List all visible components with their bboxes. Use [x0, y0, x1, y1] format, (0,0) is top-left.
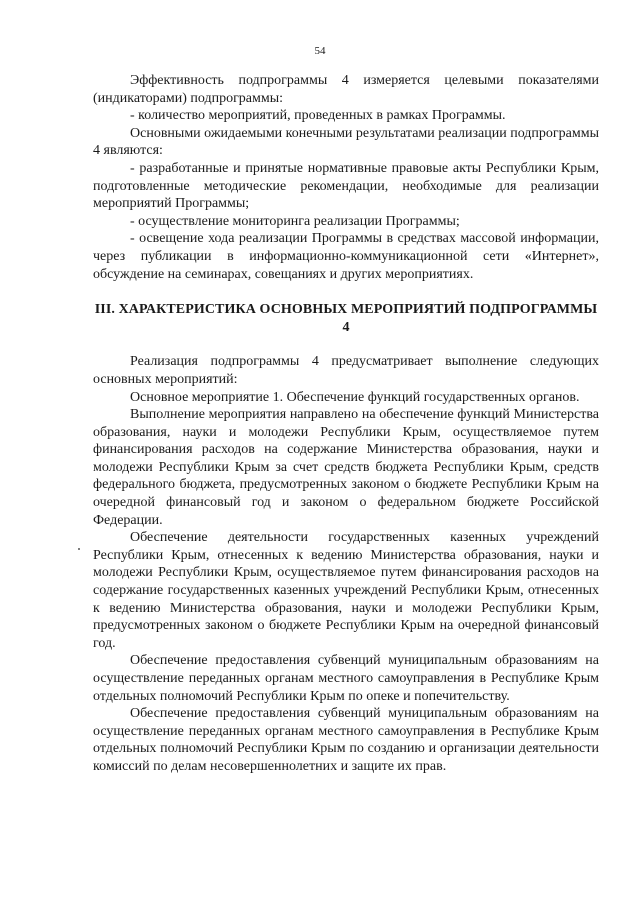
paragraph-implementation: Реализация подпрограммы 4 предусматривает выполнение следующих основных мероприятий:	[93, 354, 599, 387]
paragraph-expected-results: Основными ожидаемыми конечными результатами реализации подпрограммы 4 являются:	[93, 125, 599, 159]
paragraph-subventions-commissions: Обеспечение предоставления субвенций муниципальным образованиям на осуществление переданных органам местного самоуправления в Республике Крым отдельных полномочий Республики Крым по созданию и организации деятельности комиссий по делам несовершеннолетних и защите их прав.	[93, 706, 599, 774]
scan-speck	[78, 548, 80, 550]
bullet-media-coverage: - освещение хода реализации Программы в средствах массовой информации, через публикации в информационно-коммуникационной сети «Интернет», обсуждение на семинарах, совещаниях и других мероприятиях.	[93, 231, 599, 282]
paragraph-effectiveness: Эффективность подпрограммы 4 измеряется целевыми показателями (индикаторами) подпрограммы:	[93, 73, 599, 106]
bullet-monitoring: - осуществление мониторинга реализации Программы;	[130, 213, 460, 229]
bullet-events-count: - количество мероприятий, проведенных в рамках Программы.	[130, 108, 506, 124]
section-heading: III. ХАРАКТЕРИСТИКА ОСНОВНЫХ МЕРОПРИЯТИЙ ПОДПРОГРАММЫ 4	[94, 302, 598, 335]
page-number: 54	[314, 45, 326, 57]
bullet-legal-acts: - разработанные и принятые нормативные правовые акты Республики Крым, подготовленные методические рекомендации, необходимые для реализации мероприятий Программы;	[93, 160, 599, 212]
paragraph-ministry-functions: Выполнение мероприятия направлено на обеспечение функций Министерства образования, науки и молодежи Республики Крым, осуществляемое путем финансирования расходов на содержание Министерства образования, науки и молодежи Республики Крым за счет средств бюджета Республики Крым, средств федерального бюджета, предусмотренных законом о бюджете Республики Крым на очередной финансовый год и законом о федеральном бюджете Российской Федерации.	[93, 407, 599, 528]
document-body	[93, 72, 599, 776]
paragraph-main-event-1: Основное мероприятие 1. Обеспечение функций государственных органов.	[130, 389, 580, 405]
paragraph-state-institutions: Обеспечение деятельности государственных казенных учреждений Республики Крым, отнесенных к ведению Министерства образования, науки и молодежи Республики Крым, осуществляемое путем финансирования расходов на содержание государственных казенных учреждений Республики Крым, отнесенных к ведению Министерства образования, науки и молодежи Республики Крым, предусмотренных законом о бюджете Республики Крым на очередной финансовый год.	[93, 530, 599, 651]
paragraph-subventions-guardianship: Обеспечение предоставления субвенций муниципальным образованиям на осуществление переданных органам местного самоуправления в Республике Крым отдельных полномочий Республики Крым по опеке и попечительству.	[93, 653, 599, 704]
